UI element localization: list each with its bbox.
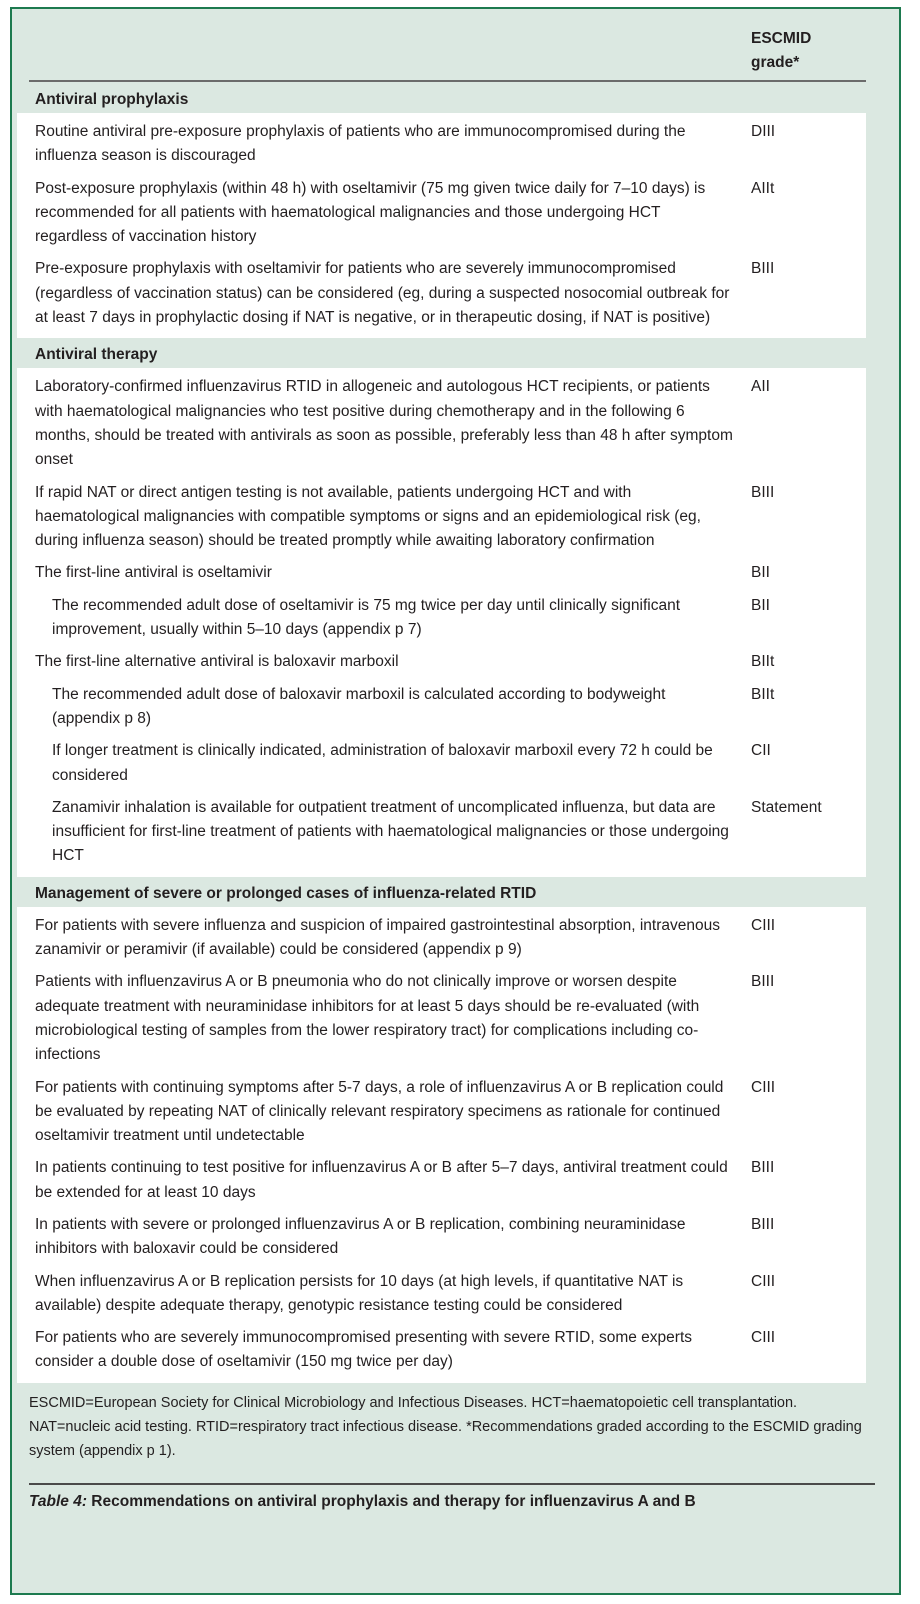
recommendation-text: If longer treatment is clinically indicated, administration of baloxavir marboxil every 72 h could be considered <box>52 742 713 784</box>
caption-text: Recommendations on antiviral prophylaxis and therapy for influenzavirus A and B <box>87 1492 696 1510</box>
recommendation-text: When influenzavirus A or B replication persists for 10 days (at high levels, if quantitative NAT is available) despite adequate therapy, genotypic resistance testing could be considered <box>35 1272 684 1314</box>
recommendation-text: Post-exposure prophylaxis (within 48 h) with oseltamivir (75 mg given twice daily for 7–10 days) is recommended for all patients with haematological malignancies and those undergoing HCT regardless of vaccination history <box>35 179 706 246</box>
table-row <box>17 679 866 736</box>
section-title: Antiviral prophylaxis <box>35 91 189 108</box>
section-rows <box>17 113 866 338</box>
recommendation-text: Routine antiviral pre-exposure prophylaxis of patients who are immunocompromised during the influenza season is discouraged <box>35 123 686 165</box>
section-title: Management of severe or prolonged cases of influenza-related RTID <box>35 884 537 902</box>
escmid-grade: BII <box>751 596 770 614</box>
table-row <box>17 116 866 173</box>
table-row <box>17 1072 866 1153</box>
table-row <box>17 1209 866 1266</box>
escmid-grade: BIII <box>751 260 775 278</box>
table-row <box>17 735 866 792</box>
recommendation-text: For patients who are severely immunocompromised presenting with severe RTID, some experts consider a double dose of oseltamivir (150 mg twice per day) <box>35 1329 693 1371</box>
table-row <box>17 792 866 873</box>
table <box>17 9 866 1511</box>
table-row <box>17 371 866 476</box>
recommendation-text: Patients with influenzavirus A or B pneumonia who do not clinically improve or worsen despite adequate treatment with neuraminidase inhibitors for at least 5 days should be re-evaluated (with microbiological testing of samples from the lower respiratory tract) for complications including co-infections <box>35 973 700 1064</box>
recommendation-text: If rapid NAT or direct antigen testing is not available, patients undergoing HCT and with haematological malignancies with compatible symptoms or signs and an epidemiological risk (eg, during influenza season) should be treated promptly while awaiting laboratory confirmation <box>35 483 701 550</box>
table-row <box>17 590 866 647</box>
recommendation-text: The recommended adult dose of oseltamivir is 75 mg twice per day until clinically significant improvement, usually within 5–10 days (appendix p 7) <box>52 596 681 639</box>
recommendation-text: Laboratory-confirmed influenzavirus RTID in allogeneic and autologous HCT recipients, or patients with haematological malignancies who test positive during chemotherapy and in the following 6 months, should be treated with antivirals as soon as possible, preferably less than 48 h after symptom onset <box>35 378 733 469</box>
escmid-grade: BIII <box>751 1215 775 1233</box>
recommendation-text: In patients continuing to test positive for influenzavirus A or B after 5–7 days, antiviral treatment could be extended for at least 10 days <box>35 1159 728 1201</box>
recommendation-text: The first-line alternative antiviral is baloxavir marboxil <box>35 653 399 671</box>
escmid-grade: CIII <box>751 1272 776 1290</box>
table-footnote: ESCMID=European Society for Clinical Microbiology and Infectious Diseases. HCT=haematopoietic cell transplantation. NAT=nucleic acid testing. RTID=respiratory tract infectious disease. *Recommendations graded according to the ESCMID grading system (appendix p 1). <box>29 1394 862 1459</box>
table-row <box>17 477 866 558</box>
section-rows <box>17 907 866 1383</box>
escmid-grade: CIII <box>751 1329 776 1347</box>
escmid-grade: BII <box>751 564 770 582</box>
escmid-grade: DIII <box>751 123 776 140</box>
table-header <box>17 9 866 83</box>
escmid-grade: CIII <box>751 916 776 934</box>
table-frame <box>10 7 901 1595</box>
table-row <box>17 1266 866 1323</box>
escmid-grade: BIII <box>751 973 775 991</box>
table-row <box>17 1152 866 1209</box>
section-rows <box>17 368 866 876</box>
recommendation-text: The first-line antiviral is oseltamivir <box>35 564 272 582</box>
escmid-grade: CII <box>751 742 771 760</box>
table-caption <box>17 1485 866 1511</box>
caption-label: Table 4: <box>29 1492 87 1510</box>
escmid-grade: AIIt <box>751 179 775 197</box>
header-rule <box>29 80 866 82</box>
table-row <box>17 966 866 1071</box>
recommendation-text: For patients with continuing symptoms after 5-7 days, a role of influenzavirus A or B replication could be evaluated by repeating NAT of clinically relevant respiratory specimens as rationale for continued oseltamivir treatment until undetectable <box>35 1078 724 1145</box>
escmid-grade: BIII <box>751 483 775 501</box>
escmid-grade: BIIt <box>751 653 775 671</box>
recommendation-text: In patients with severe or prolonged influenzavirus A or B replication, combining neuraminidase inhibitors with baloxavir could be considered <box>35 1215 686 1258</box>
grade-column-header <box>751 27 811 75</box>
table-row <box>17 173 866 254</box>
recommendation-text: Zanamivir inhalation is available for outpatient treatment of uncomplicated influenza, but data are insufficient for first-line treatment of patients with haematological malignancies or those undergoing HCT <box>52 798 729 865</box>
table-body <box>17 83 866 1383</box>
table-row <box>17 253 866 334</box>
grade-header-line2: grade* <box>751 54 800 71</box>
table-row <box>17 910 866 967</box>
escmid-grade: BIII <box>751 1159 775 1177</box>
recommendation-text: Pre-exposure prophylaxis with oseltamivir for patients who are severely immunocompromised (regardless of vaccination status) can be considered (eg, during a suspected nosocomial outbreak for at least 7 days in prophylactic dosing if NAT is negative, or in therapeutic dosing, if NAT is positive) <box>35 260 730 327</box>
escmid-grade: CIII <box>751 1078 776 1096</box>
grade-header-line1: ESCMID <box>751 30 812 47</box>
recommendation-text: The recommended adult dose of baloxavir marboxil is calculated according to bodyweight (appendix p 8) <box>52 685 666 727</box>
table-row <box>17 557 866 589</box>
table-row <box>17 646 866 678</box>
escmid-grade: BIIt <box>751 685 775 703</box>
section-title: Antiviral therapy <box>35 346 158 364</box>
escmid-grade: AII <box>751 378 770 396</box>
recommendation-text: For patients with severe influenza and suspicion of impaired gastrointestinal absorption, intravenous zanamivir or peramivir (if available) could be considered (appendix p 9) <box>35 916 720 959</box>
escmid-grade: Statement <box>751 798 822 816</box>
table-row <box>17 1322 866 1379</box>
